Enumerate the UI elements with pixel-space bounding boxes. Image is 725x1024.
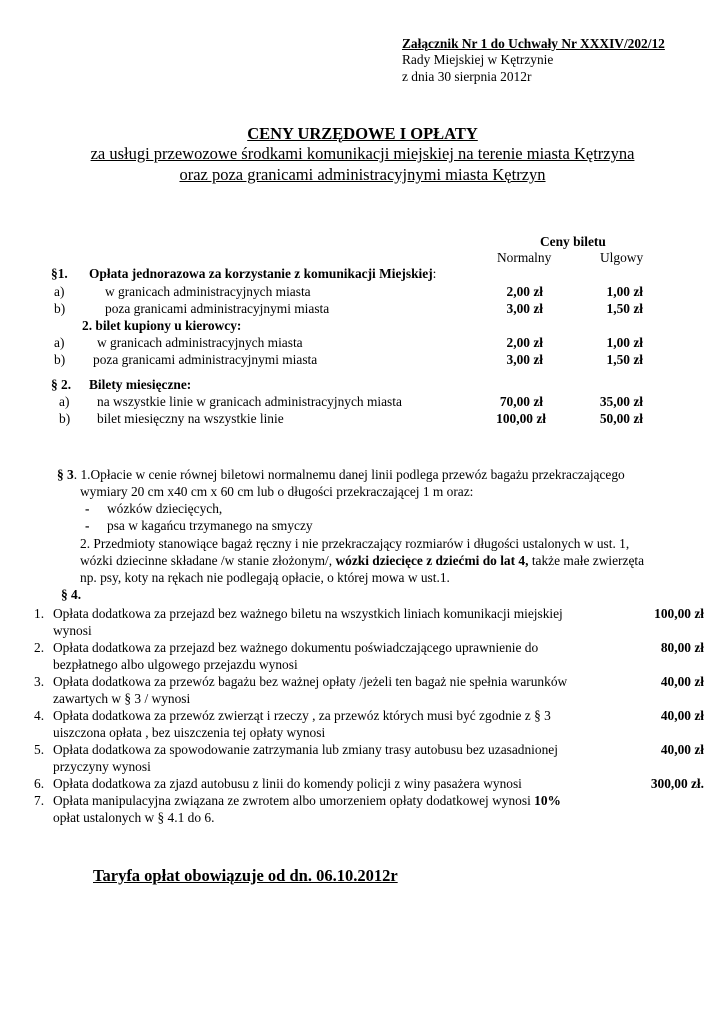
fee-item-price: 80,00 zł	[660, 640, 704, 655]
fee-item-text: bezpłatnego albo ulgowego przejazdu wynosi	[53, 657, 298, 672]
title-main: CENY URZĘDOWE I OPŁATY	[247, 124, 478, 143]
section-2-item-text: bilet miesięczny na wszystkie linie	[97, 411, 284, 426]
column-normal-header: Normalny	[497, 250, 552, 265]
section-1-item-text: w granicach administracyjnych miasta	[105, 284, 311, 299]
section-1-item-letter: a)	[54, 284, 65, 299]
section-2-item-letter: a)	[59, 394, 70, 409]
tariff-effective-date: Taryfa opłat obowiązuje od dn. 06.10.2012r	[93, 866, 398, 885]
title-subtitle-1: za usługi przewozowe środkami komunikacji miejskiej na terenie miasta Kętrzyna	[90, 144, 635, 164]
section-1-heading: Opłata jednorazowa za korzystanie z komunikacji Miejskiej:	[89, 266, 437, 281]
price-reduced: 35,00 zł	[599, 394, 643, 409]
fee-item-number: 1.	[34, 606, 45, 621]
section-3-paragraph-1-line-1: § 3. 1.Opłacie w cenie równej biletowi normalnemu danej linii podlega przewóz bagażu przekraczającego	[57, 467, 625, 482]
section-1-item-text: poza granicami administracyjnymi miasta	[93, 352, 318, 367]
section-2-heading: Bilety miesięczne:	[89, 377, 192, 392]
fee-item-text: Opłata dodatkowa za zjazd autobusu z linii do komendy policji z winy pasażera wynosi	[53, 776, 522, 791]
fee-item-text: wynosi	[53, 623, 92, 638]
price-reduced: 1,00 zł	[606, 284, 643, 299]
price-normal: 100,00 zł	[496, 411, 546, 426]
section-4-number: § 4.	[61, 587, 82, 602]
section-1-item-text: w granicach administracyjnych miasta	[97, 335, 303, 350]
section-3-paragraph-2-line-1: 2. Przedmioty stanowiące bagaż ręczny i nie przekraczający rozmiarów i długości ustalonych w ust. 1,	[80, 536, 630, 551]
section-1-number: §1.	[51, 266, 68, 281]
fee-item-text: Opłata dodatkowa za przejazd bez ważnego biletu na wszystkich liniach komunikacji miejskiej	[53, 606, 563, 621]
attachment-header	[402, 36, 665, 85]
attachment-date: z dnia 30 sierpnia 2012r	[402, 68, 532, 84]
fee-item-text: Opłata dodatkowa za przewóz bagażu bez ważnej opłaty /jeżeli ten bagaż nie spełnia warunków	[53, 674, 568, 689]
fee-item-text: opłat ustalonych w § 4.1 do 6.	[53, 810, 215, 825]
section-1-item-text: poza granicami administracyjnymi miasta	[105, 301, 330, 316]
attachment-number: Załącznik Nr 1 do Uchwały Nr XXXIV/202/12	[402, 36, 665, 51]
price-normal: 3,00 zł	[506, 301, 543, 316]
fee-item-number: 4.	[34, 708, 45, 723]
fee-item-price: 40,00 zł	[660, 708, 704, 723]
fee-item-number: 5.	[34, 742, 45, 757]
fee-item-text: Opłata dodatkowa za przewóz zwierząt i rzeczy , za przewóz których musi być zgodnie z § 3	[53, 708, 551, 723]
document-title	[0, 124, 725, 185]
fee-item-text: Opłata dodatkowa za przejazd bez ważnego dokumentu poświadczającego uprawnienie do	[53, 640, 539, 655]
dash-bullet: -	[85, 518, 90, 533]
section-3-number: § 3	[57, 467, 74, 482]
fee-item-text: uiszczona opłata , bez uiszczenia tej opłaty wynosi	[53, 725, 326, 740]
fee-item-text: przyczyny wynosi	[53, 759, 151, 774]
section-3-paragraph-2-line-2: wózki dziecinne składane /w stanie złożonym/, wózki dziecięce z dziećmi do lat 4, także małe zwierzęta	[80, 553, 645, 568]
price-reduced: 1,50 zł	[606, 301, 643, 316]
attachment-council: Rady Miejskiej w Kętrzynie	[402, 52, 554, 68]
fee-item-text: zawartych w § 3 / wynosi	[53, 691, 191, 706]
section-1-item-letter: b)	[54, 301, 66, 316]
dash-bullet: -	[85, 501, 90, 516]
price-reduced: 1,50 zł	[606, 352, 643, 367]
fee-item-text: Opłata manipulacyjna związana ze zwrotem albo umorzeniem opłaty dodatkowej wynosi 10%	[53, 793, 561, 808]
section-3-paragraph-1-line-2: wymiary 20 cm x40 cm x 60 cm lub o długości przekraczającej 1 m oraz:	[80, 484, 474, 499]
section-1-subheading: 2. bilet kupiony u kierowcy:	[82, 318, 242, 333]
price-normal: 70,00 zł	[499, 394, 543, 409]
column-reduced-header: Ulgowy	[600, 250, 644, 265]
fee-item-price: 40,00 zł	[660, 674, 704, 689]
fee-item-price: 300,00 zł.	[650, 776, 704, 791]
fee-item-number: 2.	[34, 640, 45, 655]
section-3-dash-item: psa w kagańcu trzymanego na smyczy	[107, 518, 313, 533]
price-reduced: 50,00 zł	[599, 411, 643, 426]
fee-item-price: 100,00 zł	[654, 606, 704, 621]
section-1-item-letter: b)	[54, 352, 66, 367]
price-reduced: 1,00 zł	[606, 335, 643, 350]
title-subtitle-2: oraz poza granicami administracyjnymi miasta Kętrzyn	[179, 164, 546, 184]
section-2-item-letter: b)	[59, 411, 71, 426]
price-normal: 2,00 zł	[506, 335, 543, 350]
section-2-item-text: na wszystkie linie w granicach administracyjnych miasta	[97, 394, 402, 409]
fee-item-number: 7.	[34, 793, 45, 808]
price-normal: 2,00 zł	[506, 284, 543, 299]
section-1-item-letter: a)	[54, 335, 65, 350]
section-3-dash-item: wózków dziecięcych,	[107, 501, 223, 516]
fee-item-price: 40,00 zł	[660, 742, 704, 757]
section-2-number: § 2.	[51, 377, 72, 392]
section-3-paragraph-2-line-3: np. psy, koty na rękach nie podlegają opłacie, o której mowa w ust.1.	[80, 570, 450, 585]
price-normal: 3,00 zł	[506, 352, 543, 367]
fee-item-number: 6.	[34, 776, 45, 791]
column-group-header: Ceny biletu	[540, 234, 606, 249]
fee-item-number: 3.	[34, 674, 45, 689]
fee-item-text: Opłata dodatkowa za spowodowanie zatrzymania lub zmiany trasy autobusu bez uzasadnionej	[53, 742, 558, 757]
